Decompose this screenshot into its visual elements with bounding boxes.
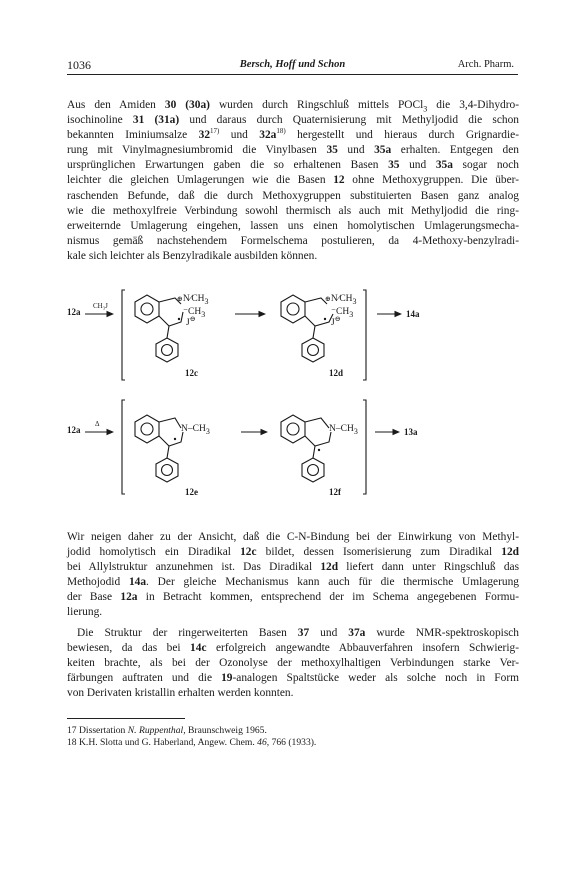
compound-label-13a: 13a <box>404 427 418 437</box>
structure-12e <box>135 415 183 482</box>
compound-label-12e: 12e <box>185 487 198 497</box>
atom-label: $N-CH_3$ <box>329 424 358 436</box>
atom-label: $^-CH_3$ <box>183 307 206 319</box>
text-line: Aus den Amiden 30 (30a) wurden durch Ringschluß mittels POCl$_3$ die 3,4-Dihydro- <box>67 99 519 114</box>
text-line: bei Allylstruktur anzunehmen ist. Das Diradikal 12d liefert dann unter Ringschluß das <box>67 561 519 574</box>
text-line: isochinoline 31 (31a) und daraus durch Quaternisierung mit Methyljodid die schon <box>67 114 519 127</box>
running-header-authors: Bersch, Hoff und Schon <box>239 59 346 70</box>
text-line: rung mit Vinylmagnesiumbromid die Vinylbasen 35 und 35a erhalten. Entgegen den <box>67 144 519 157</box>
paragraph-structure <box>67 626 519 701</box>
atom-label: $\oplus N∕CH_3$ <box>325 294 357 306</box>
footnote-rule <box>67 718 185 719</box>
compound-label-12d: 12d <box>329 368 344 378</box>
bracket-left-row1 <box>122 290 125 380</box>
reagent-label: CH₃J <box>93 302 108 310</box>
text-line: ursprünglichen Erwartungen gaben die so erhaltenen Basen 35 und 35a sogar noch <box>67 159 519 172</box>
structure-12d <box>281 295 333 362</box>
text-line: bewiesen, da das bei 14c erfolgreich angewandte Abbauverfahren insofern Schwierig- <box>67 642 519 655</box>
text-line: Wir neigen daher zu der Ansicht, daß die C-N-Bindung bei der Einwirkung von Methyl- <box>67 531 519 543</box>
page-number: 1036 <box>67 58 91 72</box>
running-header <box>67 58 518 74</box>
compound-label: 12a <box>67 307 81 317</box>
atom-label: $N-CH_3$ <box>181 424 210 436</box>
compound-label-12f: 12f <box>329 487 341 497</box>
structure-12c <box>135 295 183 362</box>
atom-label: $^-CH_3$ <box>331 307 354 319</box>
header-rule <box>67 74 518 75</box>
atom-label: $\oplus N∕CH_3$ <box>177 294 209 306</box>
footnote-18: 18 K.H. Slotta und G. Haberland, Angew. Chem. 46, 766 (1933). <box>67 737 317 748</box>
text-line: raschenden Befunde, daß die durch Methoxygruppen substituierten Basen ganz analog <box>67 189 519 202</box>
text-line: der Base 12a in Betracht kommen, entsprechend der im Schema angegebenen Formu- <box>67 591 519 604</box>
bracket-left-row2 <box>122 400 125 494</box>
counterion-label: J⊖ <box>331 314 341 328</box>
structure-12f <box>281 415 331 482</box>
bracket-right-row1 <box>363 290 366 380</box>
text-line: lierung. <box>67 606 103 619</box>
reaction-scheme <box>67 282 519 512</box>
text-line: erweiternde Umlagerung eingehen, lassen uns einen homolytischen Umlagerungsmecha- <box>67 219 519 232</box>
text-line: keiten brachte, als bei der Ozonolyse der methoxylhaltigen Verbindungen starke Ver- <box>67 657 519 670</box>
text-line: kale sich leichter als Benzylradikale ausbilden können. <box>67 249 318 262</box>
reaction-scheme-drawing <box>67 282 519 512</box>
text-line: bekannten Iminiumsalze 32$^{17)}$ und $32a^{18)}$ hergestellt und hieraus durch Grignardie- <box>67 127 520 142</box>
compound-label-12c: 12c <box>185 368 198 378</box>
text-line: jodid homolytisch ein Diradikal 12c bildet, dessen Isomerisierung zum Diradikal 12d <box>67 546 519 559</box>
reagent-label: Δ <box>95 420 100 428</box>
running-header-journal: Arch. Pharm. <box>457 59 514 70</box>
text-line: Methojodid 14a. Der gleiche Mechanismus kann auch für die thermische Umlagerung <box>67 576 519 589</box>
paragraph-intro <box>67 98 519 264</box>
text-line: nismus gemäß nachstehendem Formelschema postulieren, da 4-Methoxy-benzylradi- <box>67 234 519 247</box>
footnote-17: 17 Dissertation N. Ruppenthal, Braunschweig 1965. <box>67 725 267 736</box>
compound-label: 12a <box>67 425 81 435</box>
bracket-right-row2 <box>363 400 366 494</box>
text-line: Die Struktur der ringerweiterten Basen 37 und 37a wurde NMR-spektroskopisch <box>77 627 519 639</box>
text-line: leichter die gleichen Umlagerungen wie die Basen 12 ohne Methoxygruppen. Die über- <box>67 174 520 187</box>
text-line: von Derivaten kristallin erhalten werden konnten. <box>67 687 294 700</box>
text-line: färbungen auftraten und die 19-analogen Spaltstücke weder als solche noch in Form <box>67 672 519 685</box>
text-line: wie die methoxylfreie Verbindung sowohl thermisch als auch mit Methyljodid die ring- <box>67 204 519 217</box>
counterion-label: J⊖ <box>186 314 196 328</box>
compound-label-14a: 14a <box>406 309 420 319</box>
paragraph-mechanism <box>67 530 519 621</box>
